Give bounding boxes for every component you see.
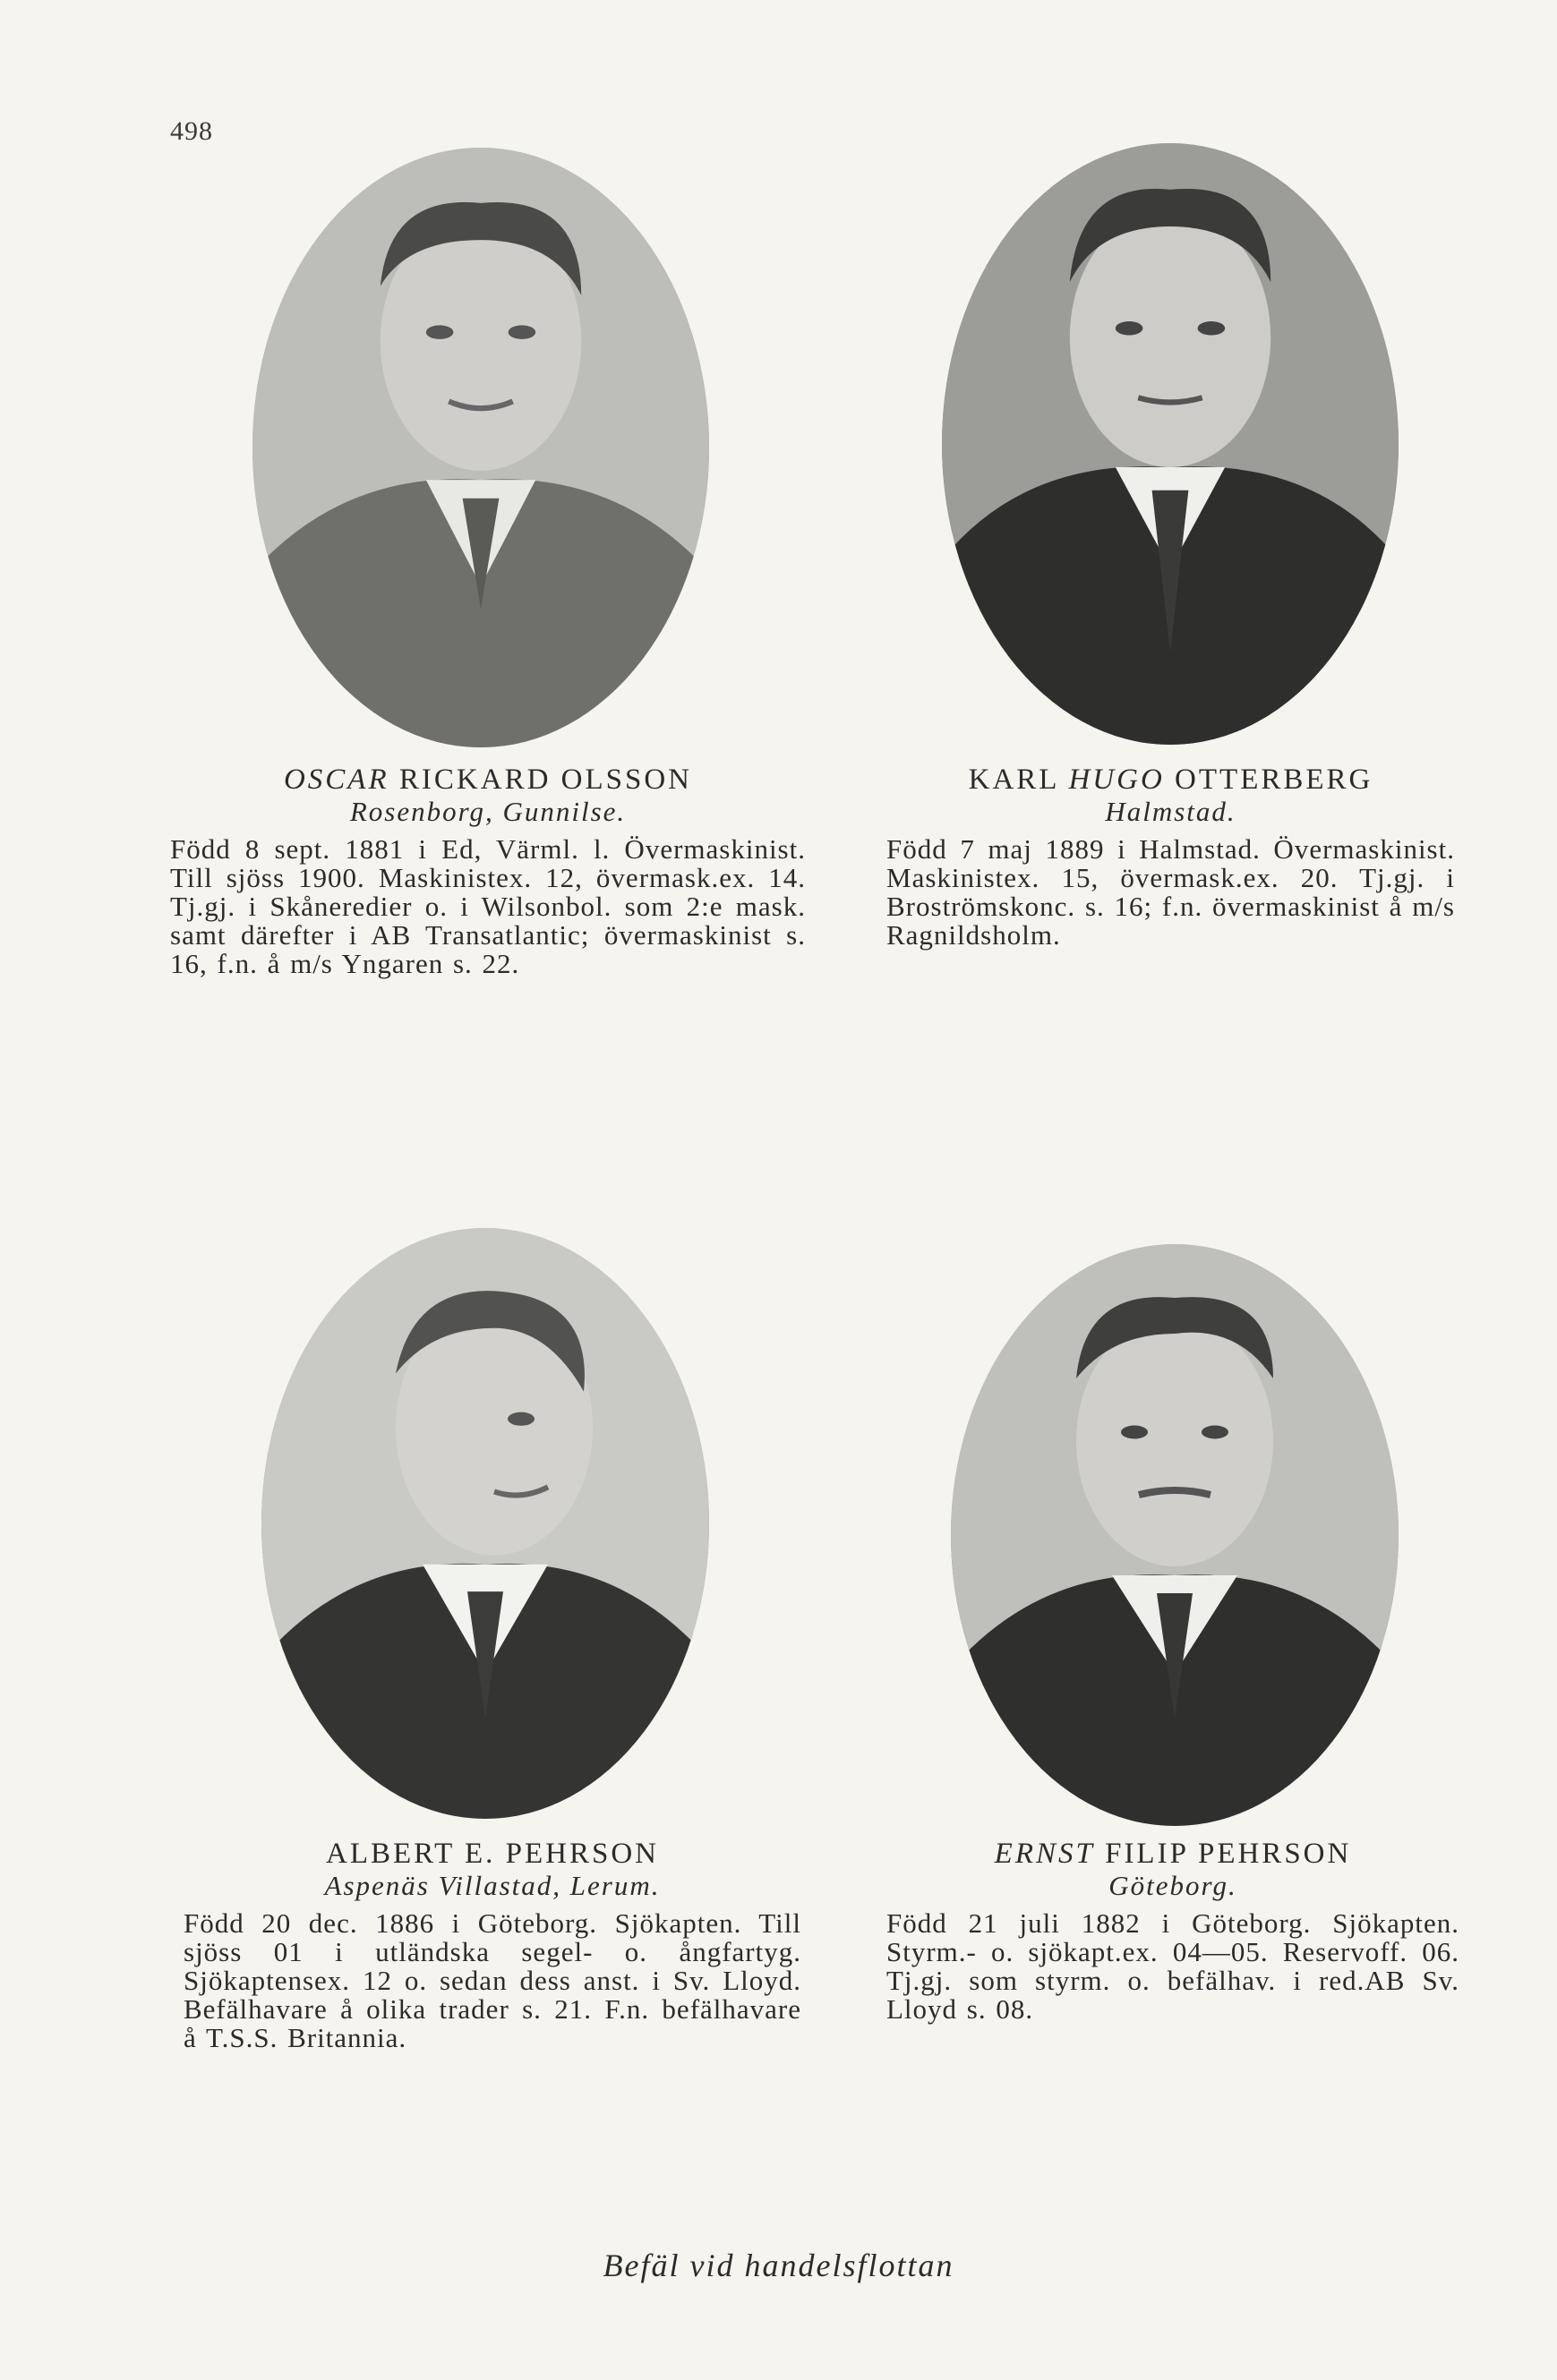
person-biography: Född 21 juli 1882 i Göteborg. Sjökapten. Styrm.- o. sjökapt.ex. 04—05. Reservoff. 06. Tj.gj. som styrm. o. befälhav. i red.AB Sv. Lloyd s. 08. (886, 1907, 1459, 2025)
person-name-italic: ERNST (994, 1838, 1095, 1870)
portrait-karl-otterberg (942, 143, 1399, 745)
person-name-italic: OSCAR (283, 763, 389, 796)
entry-karl-otterberg (886, 765, 1455, 950)
portrait-oscar-olsson (252, 148, 709, 747)
person-name-rest: RICKARD OLSSON (389, 763, 693, 796)
person-name-pre: KARL (968, 763, 1069, 796)
person-biography: Född 8 sept. 1881 i Ed, Värml. l. Övermaskinist. Till sjöss 1900. Maskinistex. 12, övermask.ex. 14. Tj.gj. i Skåneredier o. i Wilsonbol. som 2:e mask. samt därefter i AB Transatlantic; övermaskinist s. 16, f.n. å m/s Yngaren s. 22. (170, 833, 806, 979)
person-name (886, 1839, 1459, 1868)
portrait-albert-pehrson (261, 1228, 709, 1819)
entry-oscar-olsson (170, 765, 806, 978)
portrait-photo (942, 143, 1399, 745)
person-name-rest: FILIP PEHRSON (1094, 1838, 1352, 1870)
person-residence: Halmstad. (1105, 796, 1236, 827)
portrait-photo (261, 1228, 709, 1819)
portrait-ernst-pehrson (951, 1244, 1399, 1826)
person-residence: Rosenborg, Gunnilse. (349, 796, 627, 827)
entry-albert-pehrson (184, 1839, 801, 2052)
person-biography: Född 20 dec. 1886 i Göteborg. Sjökapten. Till sjöss 01 i utländska segel- o. ångfartyg. Sjökaptensex. 12 o. sedan dess anst. i Sv. Lloyd. Befälhavare å olika trader s. 21. F.n. befälhavare å T.S.S. Britannia. (184, 1907, 801, 2053)
person-residence: Aspenäs Villastad, Lerum. (324, 1870, 661, 1901)
running-footer-title: Befäl vid handelsflottan (603, 2248, 954, 2283)
person-name (170, 765, 806, 794)
entry-ernst-pehrson (886, 1839, 1459, 2024)
person-name-italic: HUGO (1068, 763, 1165, 796)
person-name (886, 765, 1455, 794)
page-number: 498 (170, 116, 213, 146)
portrait-photo (252, 148, 709, 747)
portrait-photo (951, 1244, 1399, 1826)
person-biography: Född 7 maj 1889 i Halmstad. Övermaskinist. Maskinistex. 15, övermask.ex. 20. Tj.gj. i Broströmskonc. s. 16; f.n. övermaskinist å m/s Ragnildsholm. (886, 833, 1455, 951)
person-residence: Göteborg. (1108, 1870, 1237, 1901)
person-name: ALBERT E. PEHRSON (325, 1838, 660, 1870)
person-name-rest: OTTERBERG (1164, 763, 1373, 796)
